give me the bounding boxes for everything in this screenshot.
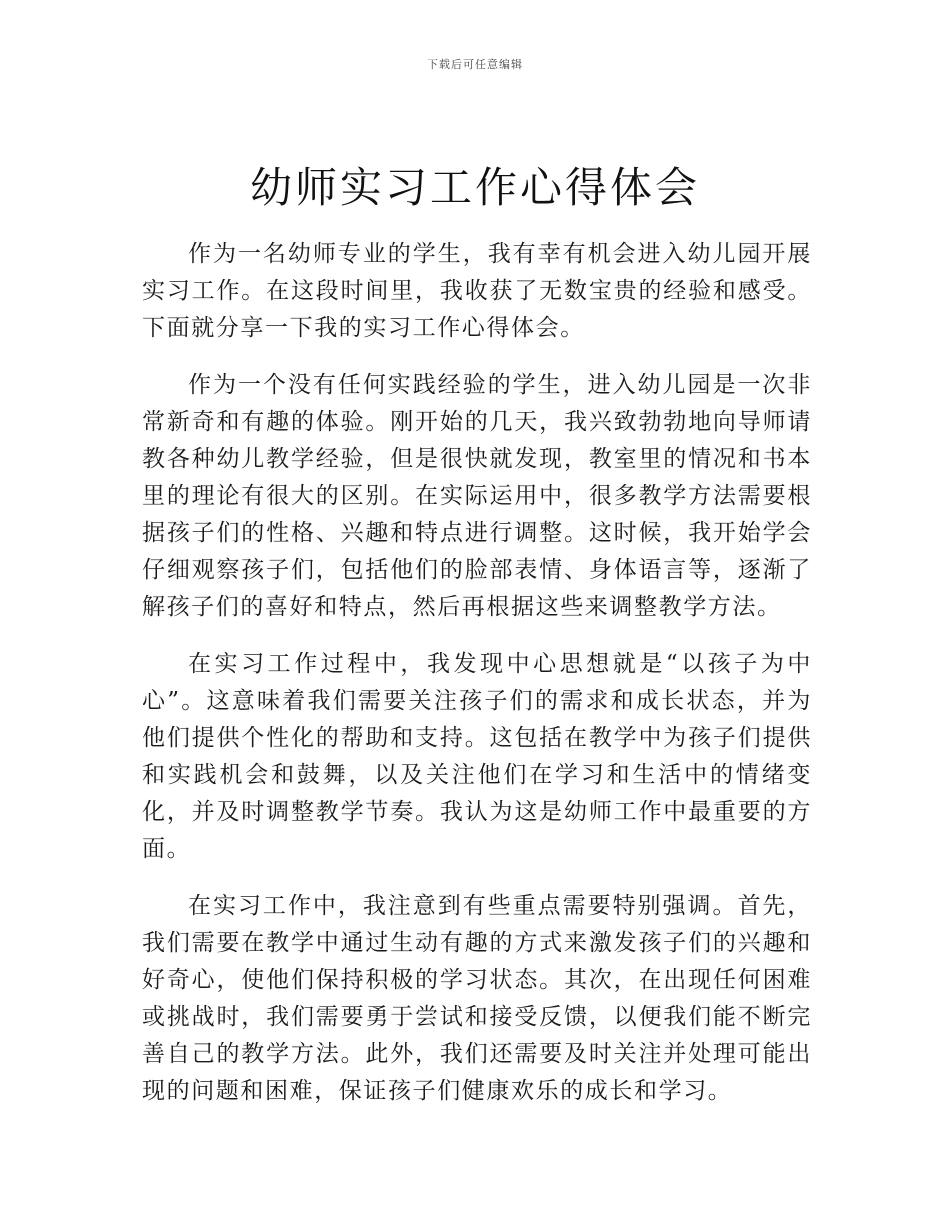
page-header: 下载后可任意编辑 xyxy=(427,58,523,71)
paragraph: 在实习工作过程中，我发现中心思想就是“以孩子为中心”。这意味着我们需要关注孩子们的需求和成长状态，并为他们提供个性化的帮助和支持。这包括在教学中为孩子们提供和实践机会和鼓舞，以及关注他们在学习和生活中的情绪变化，并及时调整教学节奏。我认为这是幼师工作中最重要的方面。 xyxy=(142,651,812,862)
document-body xyxy=(142,236,812,1130)
paragraph: 作为一个没有任何实践经验的学生，进入幼儿园是一次非常新奇和有趣的体验。刚开始的几天，我兴致勃勃地向导师请教各种幼儿教学经验，但是很快就发现，教室里的情况和书本里的理论有很大的区别。在实际运用中，很多教学方法需要根据孩子们的性格、兴趣和特点进行调整。这时候，我开始学会仔细观察孩子们，包括他们的脸部表情、身体语言等，逐渐了解孩子们的喜好和特点，然后再根据这些来调整教学方法。 xyxy=(142,372,812,620)
paragraph: 作为一名幼师专业的学生，我有幸有机会进入幼儿园开展实习工作。在这段时间里，我收获了无数宝贵的经验和感受。下面就分享一下我的实习工作心得体会。 xyxy=(142,241,812,341)
paragraph: 在实习工作中，我注意到有些重点需要特别强调。首先，我们需要在教学中通过生动有趣的方式来激发孩子们的兴趣和好奇心，使他们保持积极的学习状态。其次，在出现任何困难或挑战时，我们需要勇于尝试和接受反馈，以便我们能不断完善自己的教学方法。此外，我们还需要及时关注并处理可能出现的问题和困难，保证孩子们健康欢乐的成长和学习。 xyxy=(142,893,812,1104)
document-title: 幼师实习工作心得体会 xyxy=(249,163,700,212)
